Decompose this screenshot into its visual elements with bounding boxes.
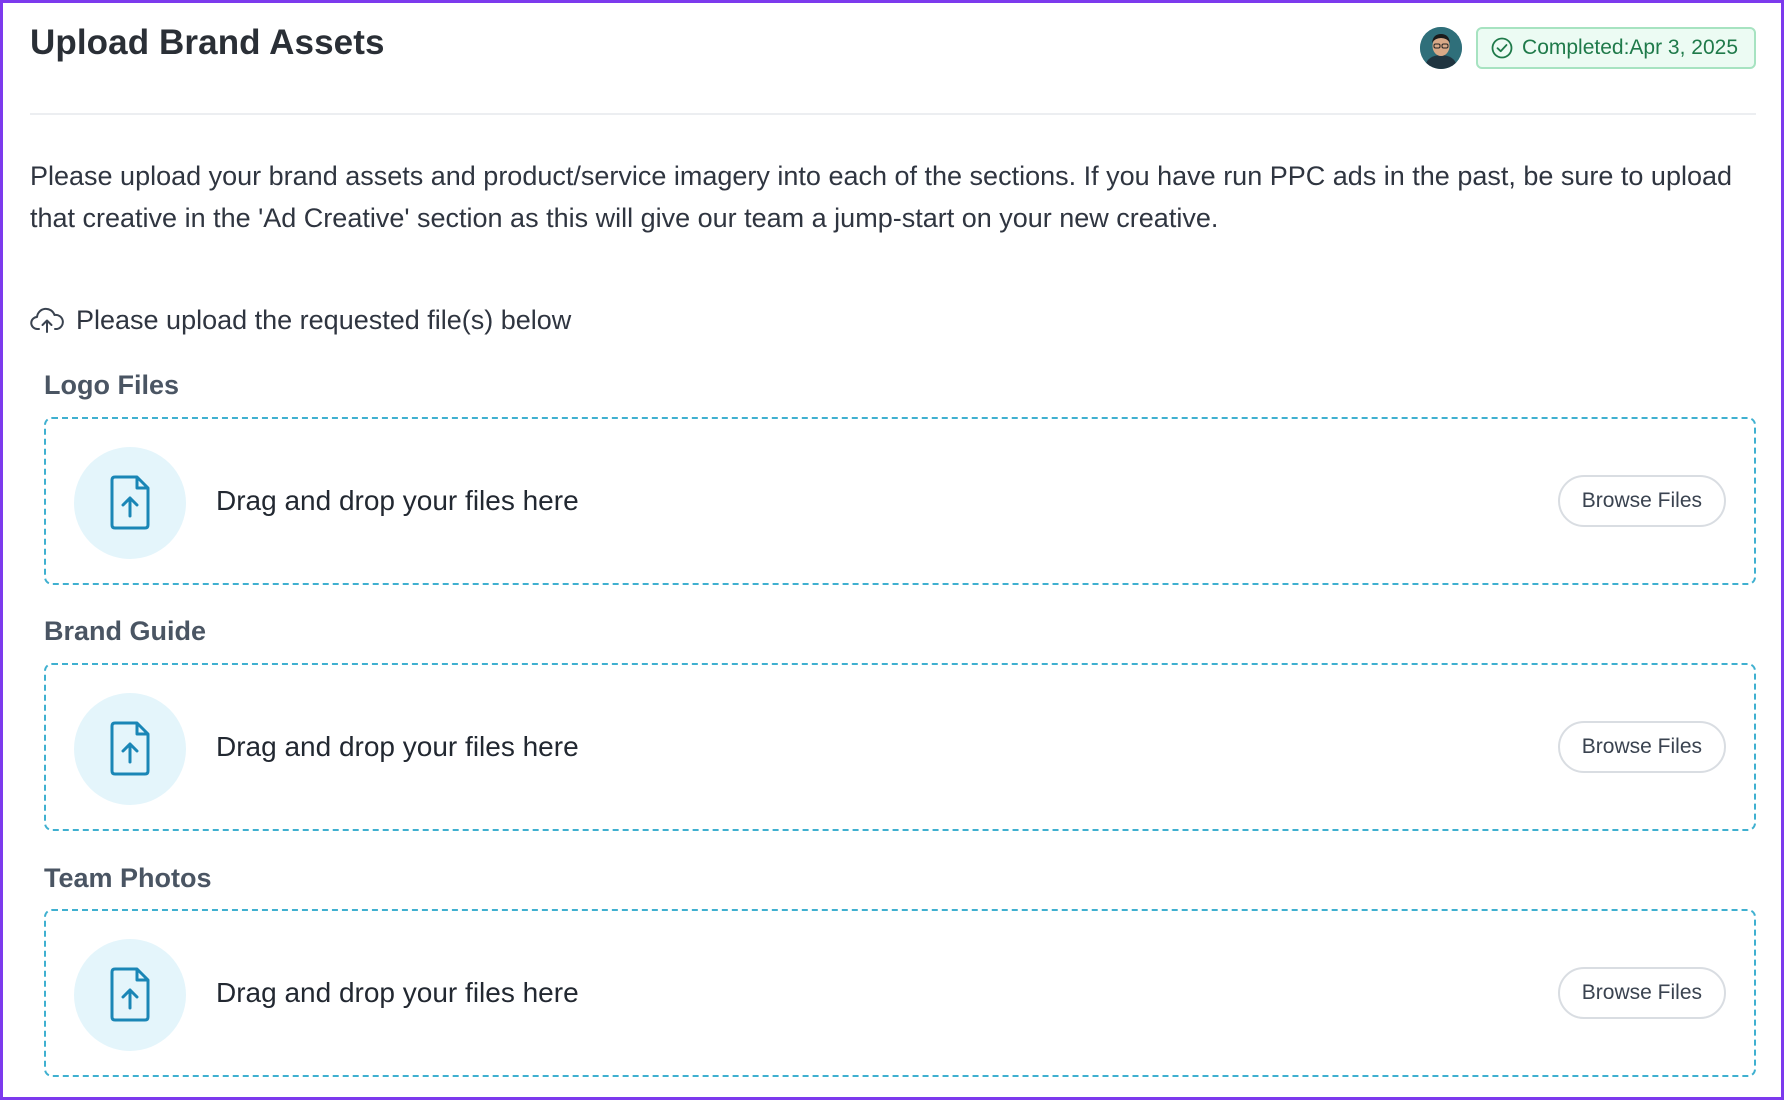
header-actions: [1420, 27, 1756, 69]
dropzone-text: Drag and drop your files here: [216, 485, 579, 516]
dropzone-text: Drag and drop your files here: [216, 977, 579, 1008]
section-label-brand-guide: Brand Guide: [44, 616, 207, 646]
check-circle-icon: [1490, 36, 1514, 60]
upload-prompt: [30, 300, 571, 340]
dropzone-icon-bg: [74, 447, 186, 559]
dropzone-team-photos[interactable]: [44, 909, 1756, 1077]
cloud-upload-icon: [30, 305, 64, 335]
avatar-image: [1420, 27, 1462, 69]
file-upload-icon: [108, 720, 152, 778]
browse-files-button[interactable]: Browse Files: [1558, 967, 1726, 1019]
upload-prompt-text: Please upload the requested file(s) below: [76, 304, 572, 335]
page-description: Please upload your brand assets and product/service imagery into each of the sections. If you have run PPC ads in the past, be sure to upload that creative in the 'Ad Creative' section as this will give our team a jump-start on your new creative.: [30, 161, 1733, 233]
file-upload-icon: [108, 474, 152, 532]
section-label-team-photos: Team Photos: [44, 863, 212, 893]
content-area: [30, 3, 1756, 1097]
dropzone-icon-bg: [74, 939, 186, 1051]
avatar[interactable]: [1420, 27, 1462, 69]
browse-files-button[interactable]: Browse Files: [1558, 721, 1726, 773]
page-header: [30, 3, 1756, 115]
dropzone-logo-files[interactable]: [44, 417, 1756, 585]
dropzone-icon-bg: [74, 693, 186, 805]
status-text: Completed:Apr 3, 2025: [1522, 36, 1738, 59]
file-upload-icon: [108, 966, 152, 1024]
status-badge: [1476, 27, 1756, 69]
browse-files-button[interactable]: Browse Files: [1558, 475, 1726, 527]
dropzone-text: Drag and drop your files here: [216, 731, 579, 762]
page-title: Upload Brand Assets: [30, 23, 385, 62]
dropzone-brand-guide[interactable]: [44, 663, 1756, 831]
section-label-logo-files: Logo Files: [44, 370, 179, 400]
